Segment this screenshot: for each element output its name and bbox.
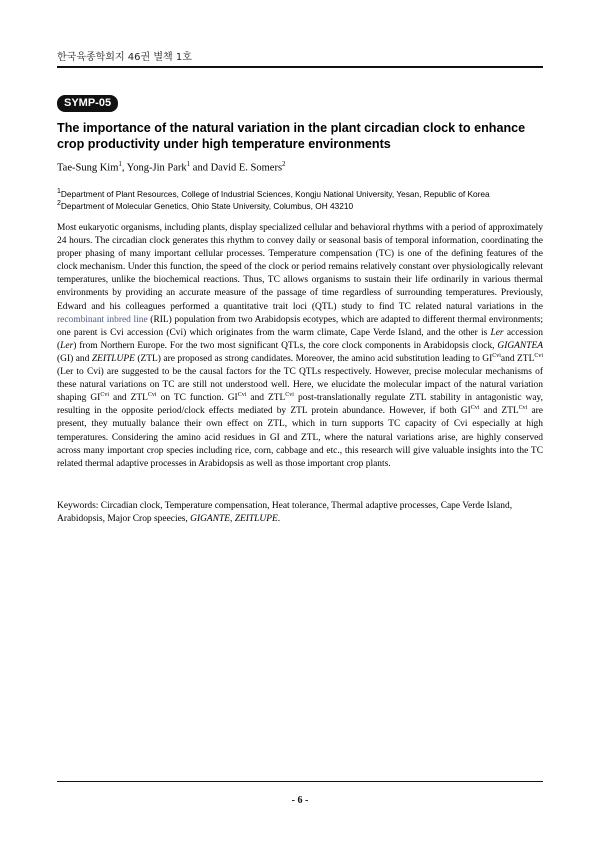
- abstract-text: (ZTL) are proposed as strong candidates. Moreover, the amino acid substitution leading to GI: [134, 353, 493, 364]
- abstract-text: (GI) and: [57, 353, 92, 364]
- abstract-text: and ZTL: [500, 353, 535, 364]
- superscript: Cvi: [100, 392, 109, 399]
- superscript: Cvi: [492, 352, 501, 359]
- abstract-text: Most eukaryotic organisms, including plants, display specialized cellular and behavioral rhythms with a period of approximately 24 hours. The circadian clock generates this rhythm to convey daily or seasonal basis of temporal information, coordinating the proper phasing of many important cellular processes. Temperature compensation (TC) is one of the defining features of the clock mechanism. Under this function, the speed of the clock or period remains relatively constant over physiologically relevant temperatures, unlike the biochemical reactions. Thus, TC allows organisms to sustain their life ordinarily in various thermal environments by providing an accurate measure of the passage of time regardless of surrounding temperatures. Previously, Edward and his colleagues performed a quantitative trait loci (QTL) study to find TC related natural variations in the: [57, 223, 543, 312]
- abstract-text: on TC function. GI: [156, 393, 238, 404]
- abstract-text: ) from Northern Europe. For the two most significant QTLs, the core clock components in Arabidopsis clock,: [73, 340, 498, 351]
- abstract-text: are present, they mutually balance their own effect on ZTL, which in turn supports TC capacity of Cvi especially at high temperatures. Considering the amino acid residues in GI and ZTL, where the natural variations arise, are highly conserved across many important crop species including rice, corn, cabbage and etc., this research will give valuable insights into the TC related thermal adaptive processes in Arabidopsis as well as those important crop plants.: [57, 406, 543, 469]
- italic-term: Ler: [490, 327, 504, 338]
- superscript: Cvi: [534, 352, 544, 359]
- abstract-text: and ZTL: [246, 393, 286, 404]
- keywords-italic: GIGANTE, ZEITLUPE: [190, 514, 278, 525]
- italic-term: GIGANTEA: [497, 340, 543, 351]
- abstract-text: and ZTL: [479, 406, 519, 417]
- abstract-text: (Ler to Cvi) are suggested to be the causal factors for the TC QTLs respectively. However, precise molecular mechanisms of these natural variations on TC are still not understood well. Here, we elucidate the molecular impact of the natural variation shaping GI: [57, 367, 543, 404]
- author-affiliation-mark: 2: [282, 160, 286, 168]
- superscript: Cvi: [147, 392, 157, 399]
- keywords-end: .: [277, 514, 281, 525]
- italic-term: ZEITLUPE: [91, 353, 135, 364]
- header-rule: [57, 66, 543, 68]
- affiliation: [57, 188, 557, 199]
- abstract-text: post-translationally regulate ZTL stability in antagonistic way, resulting in the opposite period/clock effects mediated by ZTL protein abundance. However, if both GI: [57, 393, 543, 417]
- keywords-text: Circadian clock, Temperature compensation, Heat tolerance, Thermal adaptive processes, Cape Verde Island, Arabidopsis, Major Crop speecies,: [57, 501, 513, 525]
- author-name: Yong-Jin Park: [126, 162, 187, 174]
- affiliation-mark: 1: [57, 188, 61, 195]
- affiliation-mark: 2: [57, 200, 61, 207]
- author-name: David E. Somers: [210, 162, 283, 174]
- session-badge: SYMP-05: [57, 95, 118, 112]
- superscript: Cvi: [285, 392, 294, 399]
- author-affiliation-mark: 1: [118, 160, 122, 168]
- superscript: Cvi: [470, 405, 480, 412]
- author-name: Tae-Sung Kim: [57, 162, 119, 174]
- keywords: [57, 500, 543, 526]
- page-number: - 6 -: [291, 795, 309, 806]
- journal-header: 한국육종학회지 46권 별책 1호: [57, 52, 192, 63]
- affiliation-text: Department of Plant Resources, College of Industrial Sciences, Kongju National University, Yesan, Republic of Korea: [60, 188, 490, 199]
- abstract-text: (RIL) population from two Arabidopsis ecotypes, which are adapted to different thermal environments; one parent is Cvi accession (Cvi) which originates from the warm climate, Cape Verde Island, and the other is: [57, 314, 543, 338]
- abstract-text: and ZTL: [109, 393, 148, 404]
- paper-title: The importance of the natural variation in the plant circadian clock to enhance crop productivity under high temperature environments: [57, 121, 526, 151]
- abstract-body: [57, 222, 543, 471]
- footer-rule: [57, 781, 543, 782]
- superscript: Cvi: [518, 405, 528, 412]
- affiliation-text: Department of Molecular Genetics, Ohio State University, Columbus, OH 43210: [60, 200, 354, 211]
- superscript: Cvi: [237, 392, 247, 399]
- italic-term: Ler: [60, 340, 74, 351]
- keywords-label: Keywords:: [57, 501, 99, 511]
- abstract-text: accession (: [57, 327, 543, 351]
- author-list: Tae-Sung Kim$^1$, Yong-Jin Park$^1$ and David E. Somers$^2$: [57, 160, 286, 174]
- affiliation: [57, 200, 557, 211]
- author-conjunction: and: [192, 162, 208, 174]
- author-affiliation-mark: 1: [186, 160, 191, 168]
- highlighted-term: recombinant inbred line: [57, 314, 148, 325]
